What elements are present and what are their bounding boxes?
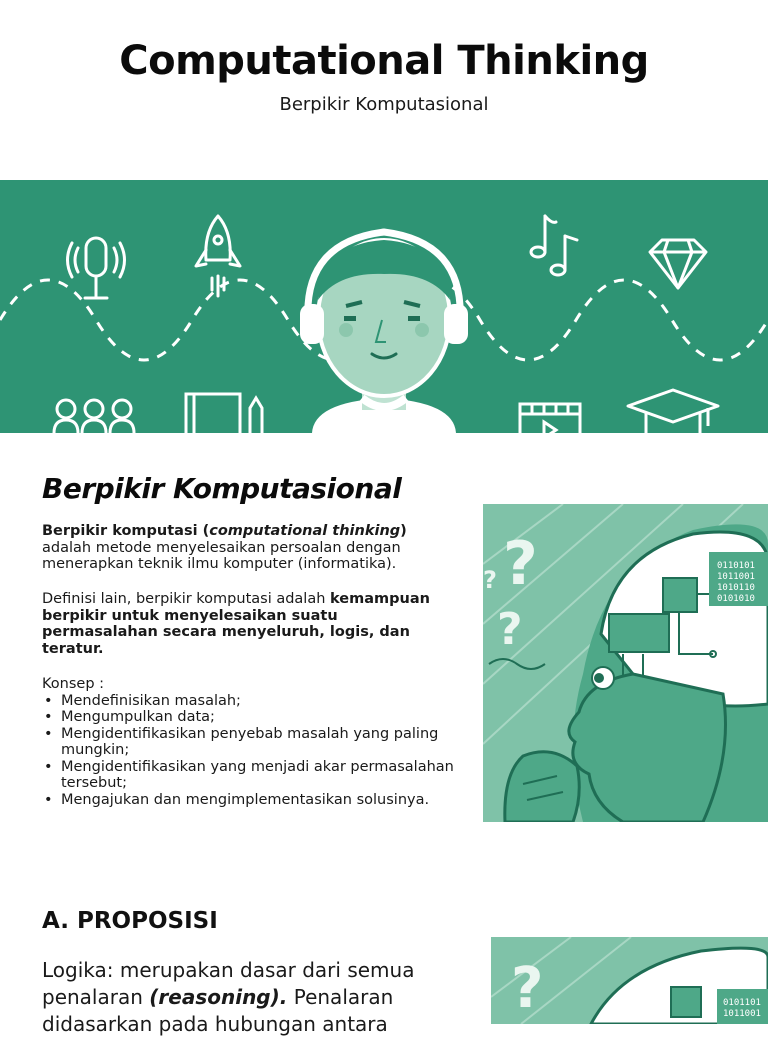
section-title: Berpikir Komputasional [42,472,402,505]
pencil-icon [250,398,262,433]
definition-term-close: ) [400,523,407,539]
binary-text: 1010110 [717,583,755,593]
binary-text: 1011001 [723,1009,761,1019]
list-item: • Mengidentifikasikan penyebab masalah yang paling mungkin; [42,726,457,759]
logika-text: Logika: merupakan dasar dari semua penalaran [42,958,415,1009]
hero-banner [0,180,768,433]
list-item: • Mengidentifikasikan yang menjadi akar permasalahan tersebut; [42,759,457,792]
binary-text: 1011001 [717,572,755,582]
question-mark-icon: ? [483,566,497,594]
logika-reasoning: (reasoning). [149,985,288,1009]
page-title: Computational Thinking [119,38,649,84]
binary-text: 0101101 [723,998,761,1008]
binary-text: 0110101 [717,561,755,571]
question-mark-icon: ? [497,604,523,655]
book-icon [186,394,240,433]
people-icon [54,400,134,433]
microphone-icon [68,238,125,298]
alternate-definition-paragraph [42,591,457,657]
question-mark-icon: ? [503,529,538,599]
list-item: • Mengajukan dan mengimplementasikan solusinya. [42,792,457,809]
page-subtitle: Berpikir Komputasional [279,94,489,115]
definition-term-english: computational thinking [209,523,401,539]
graduation-cap-icon [628,390,718,433]
thinking-head-illustration [483,504,768,822]
logika-text-continued: Penalaran didasarkan pada hubungan antara [42,985,394,1036]
alternate-definition-bold: kemampuan berpikir untuk menyelesaikan suatu permasalahan secara menyeluruh, logis, dan teratur. [42,591,430,657]
music-note-icon [531,216,577,275]
thinking-head-illustration-2 [491,937,768,1024]
konsep-list [42,693,457,809]
rocket-icon [196,216,240,296]
konsep-block [42,676,457,808]
konsep-label: Konsep : [42,676,105,692]
video-icon [520,404,580,433]
definition-text: adalah metode menyelesaikan persoalan dengan menerapkan teknik ilmu komputer (informatika). [42,539,401,572]
headphones-person-icon [300,232,468,433]
section-heading-proposisi: A. PROPOSISI [42,908,218,934]
logika-paragraph [42,957,442,1038]
question-mark-icon: ? [511,956,544,1021]
definition-paragraph [42,523,457,573]
alternate-definition-intro: Definisi lain, berpikir komputasi adalah [42,591,331,607]
definition-term: Berpikir komputasi ( [42,523,210,539]
diamond-icon [650,240,706,288]
binary-text: 0101010 [717,594,755,604]
list-item: • Mengumpulkan data; [42,709,457,726]
list-item: • Mendefinisikan masalah; [42,693,457,710]
